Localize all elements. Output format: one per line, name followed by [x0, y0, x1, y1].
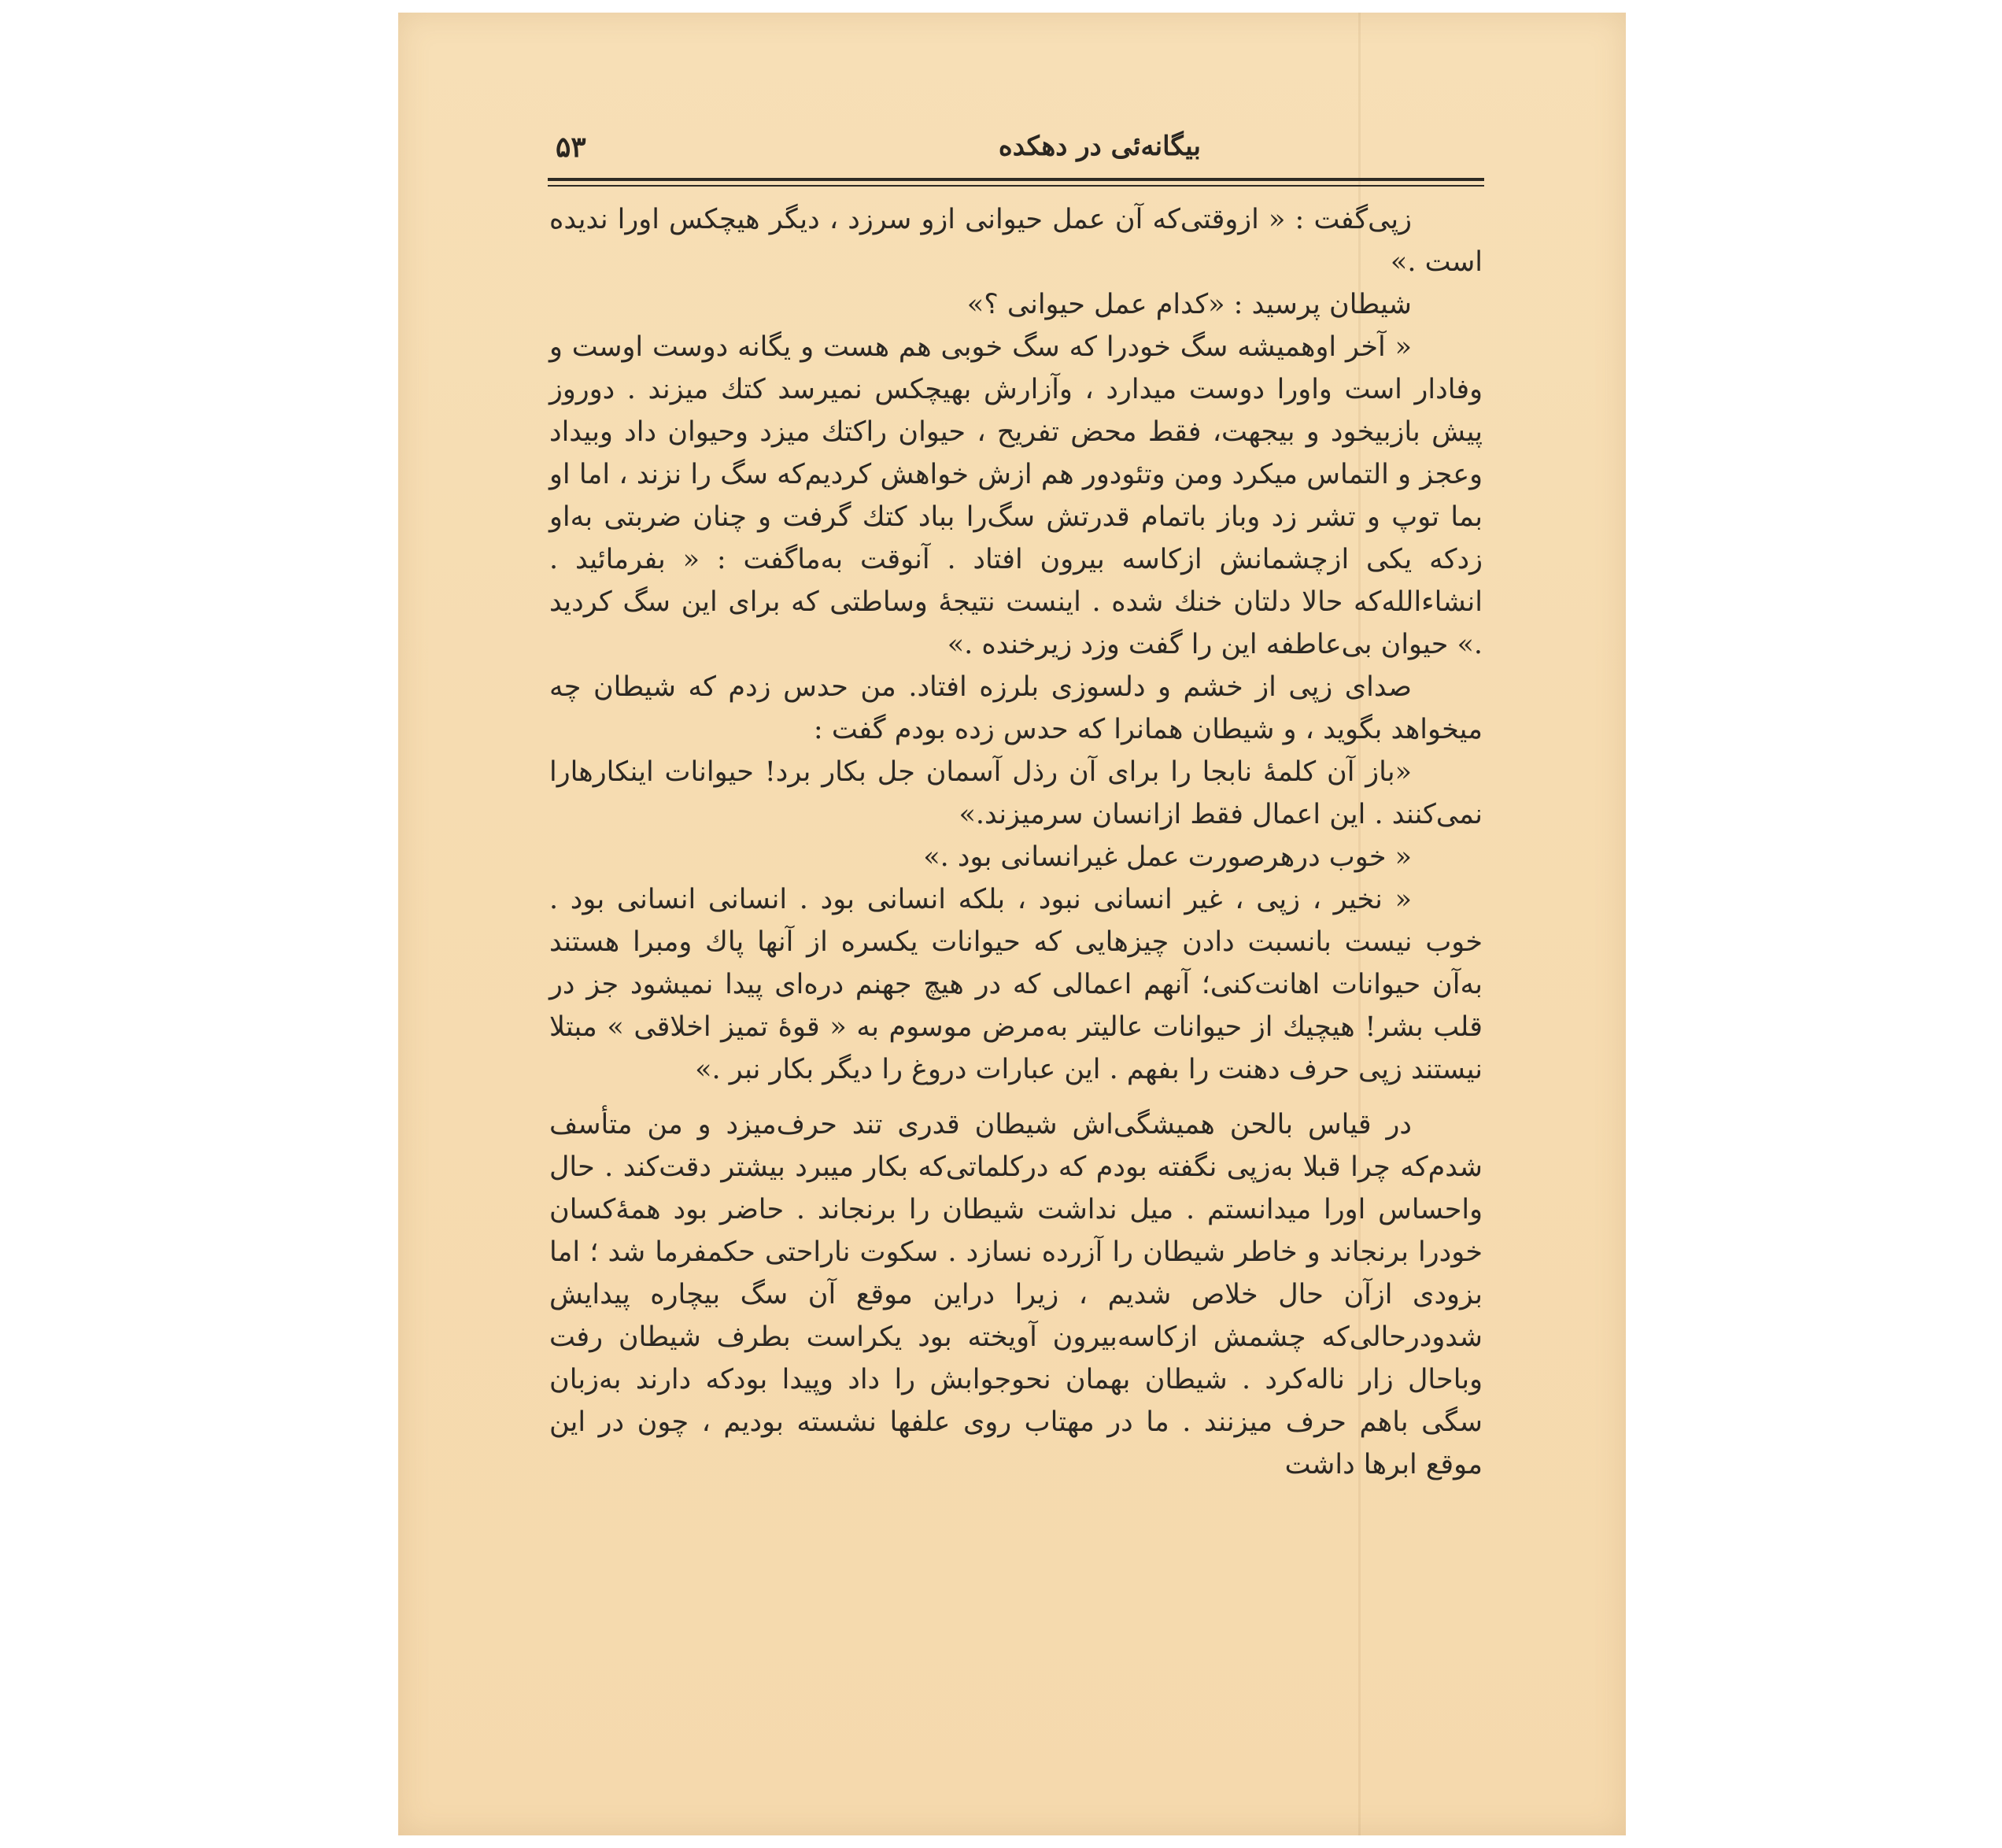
- header-rule-thin: [548, 185, 1484, 187]
- running-title: بیگانه‌ئی در دهکده: [998, 131, 1201, 162]
- paragraph: زپی‌گفت : « ازوقتی‌که آن عمل حیوانی ازو سرزد ، دیگر هیچکس اورا ندیده است .»: [549, 204, 1483, 278]
- header-rule-thick: [548, 178, 1484, 181]
- paragraph: « خوب درهرصورت عمل غیرانسانی بود .»: [923, 841, 1412, 873]
- paragraph: «باز آن کلمهٔ نابجا را برای آن رذل آسمان جل بکار برد! حیوانات اینکارهارا نمی‌کنند . این اعمال فقط ازانسان سرمیزند.»: [549, 756, 1483, 830]
- running-header: [556, 131, 1484, 178]
- book-page: [398, 13, 1626, 1835]
- body-text: [549, 198, 1483, 1486]
- paragraph: « نخیر ، زپی ، غیر انسانی نبود ، بلکه انسانی بود . انسانی انسانی بود . خوب نیست بانسبت دادن چیزهایی که حیوانات یکسره از آنها پاك ومبرا هستند به‌آن حیوانات اهانت‌کنی؛ آنهم اعمالی که در هیچ جهنم دره‌ای پیدا نمیشود جز در قلب بشر! هیچیك از حیوانات عالیتر به‌مرض موسوم به « قوهٔ تمیز اخلاقی » مبتلا نیستند زپی حرف دهنت را بفهم . این عبارات دروغ را دیگر بکار نبر .»: [549, 884, 1483, 1085]
- page-number: ۵۳: [556, 131, 586, 164]
- paragraph: شیطان پرسید : «کدام عمل حیوانی ؟»: [966, 289, 1412, 320]
- paragraph: صدای زپی از خشم و دلسوزی بلرزه افتاد. من حدس زدم که شیطان چه میخواهد بگوید ، و شیطان همانرا که حدس زده بودم گفت :: [549, 671, 1483, 745]
- paragraph: « آخر اوهمیشه سگ خودرا که سگ خوبی هم هست و یگانه دوست اوست و وفادار است واورا دوست میدارد ، وآزارش بهیچکس نمیرسد کتك میزند . دوروز پیش بازبیخود و بیجهت، فقط محض تفریح ، حیوان راکتك میزد وحیوان داد وبیداد وعجز و التماس میکرد ومن وتئودور هم ازش خواهش کردیم‌که سگ را نزند ، اما او بما توپ و تشر زد وباز باتمام قدرتش سگ‌را بباد کتك گرفت و چنان ضربتی به‌او زدکه یکی ازچشمانش ازکاسه بیرون افتاد . آنوقت به‌ماگفت : « بفرمائید . انشاءالله‌که حالا دلتان خنك شده . اینست نتیجهٔ وساطتی که برای این سگ کردید .» حیوان بی‌عاطفه این را گفت وزد زیرخنده .»: [549, 331, 1483, 660]
- paragraph: در قیاس بالحن همیشگی‌اش شیطان قدری تند حرف‌میزد و من متأسف شدم‌که چرا قبلا به‌زپی نگفته بودم که درکلماتی‌که بکار میبرد بیشتر دقت‌کند . حال واحساس اورا میدانستم . میل نداشت شیطان را برنجاند . حاضر بود همهٔ‌کسان خودرا برنجاند و خاطر شیطان را آزرده نسازد . سکوت ناراحتی حکمفرما شد ؛ اما بزودی ازآن حال خلاص شدیم ، زیرا دراین موقع آن سگ بیچاره پیدایش شدودرحالی‌که چشمش ازکاسه‌بیرون آویخته بود یکراست بطرف شیطان رفت وباحال زار ناله‌کرد . شیطان بهمان نحوجوابش را داد وپیدا بودکه دارند به‌زبان سگی باهم حرف میزنند . ما در مهتاب روی علفها نشسته بودیم ، چون در این موقع ابرها داشت: [549, 1109, 1483, 1480]
